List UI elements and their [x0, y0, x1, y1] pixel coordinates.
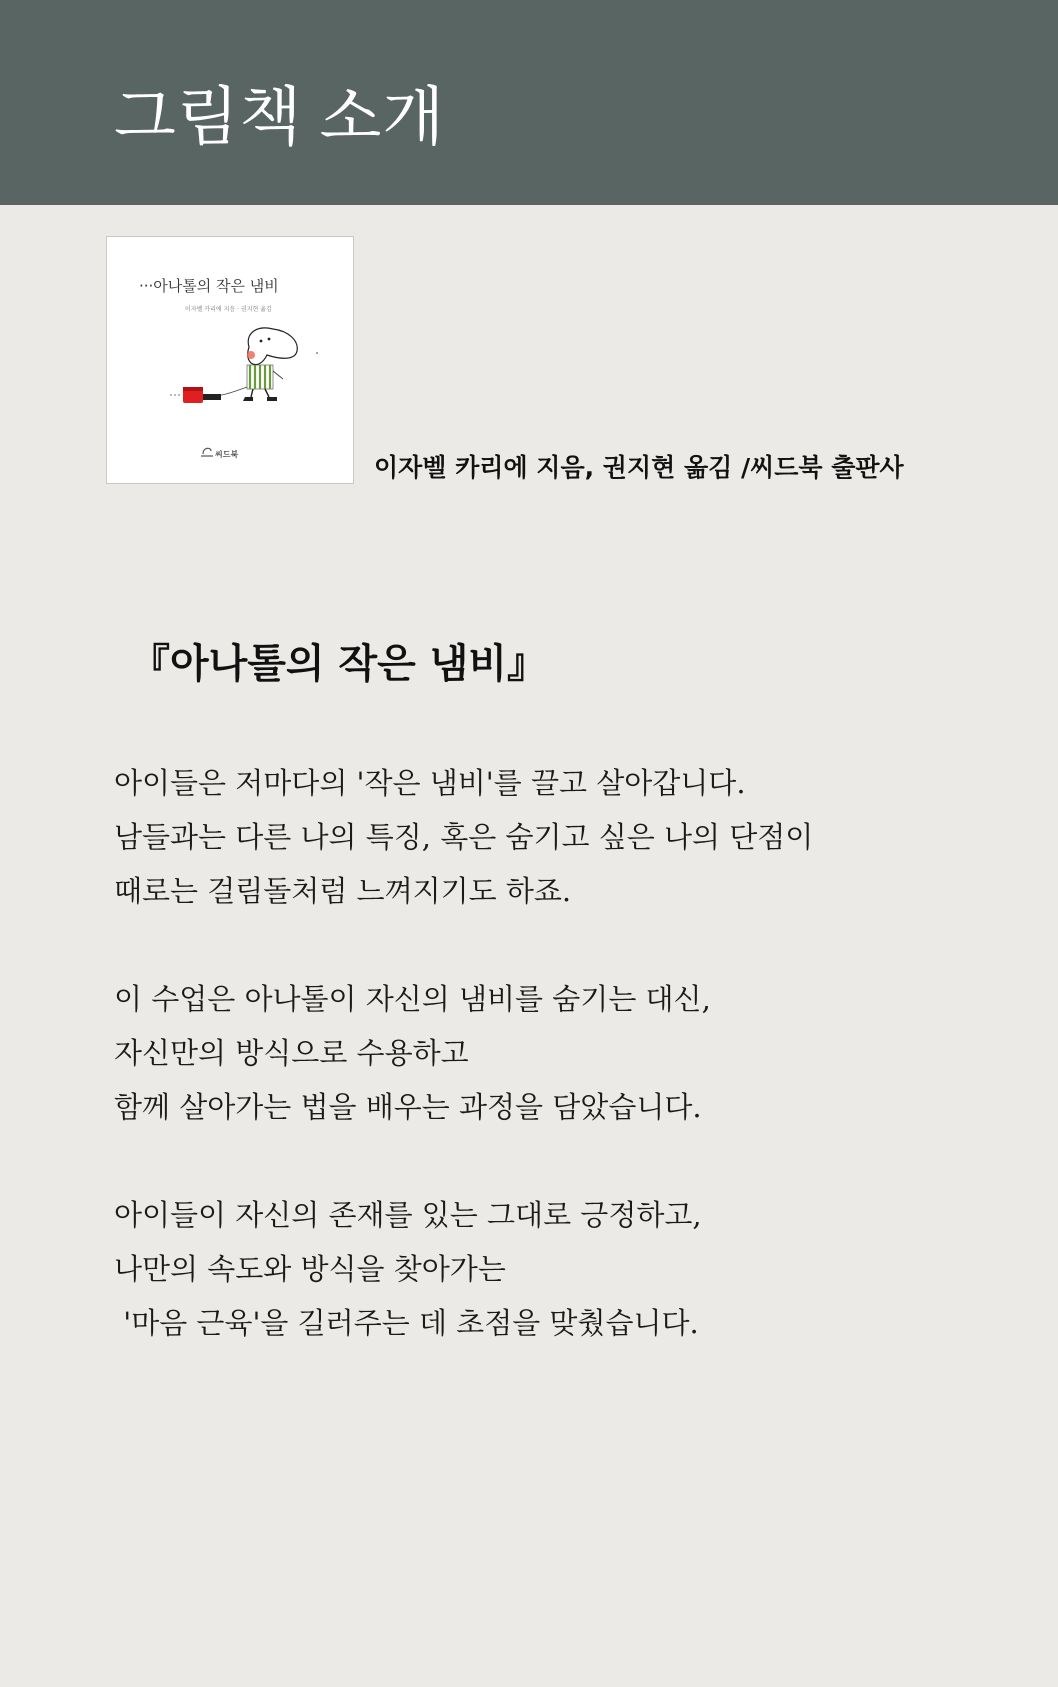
book-title: 『아나톨의 작은 냄비』	[130, 641, 547, 687]
description-paragraph	[114, 972, 1014, 1134]
description-line: 이 수업은 아나톨이 자신의 냄비를 숨기는 대신,	[114, 982, 711, 1016]
description-line: 아이들은 저마다의 '작은 냄비'를 끌고 살아갑니다.	[114, 766, 746, 800]
book-cover-image	[106, 236, 354, 484]
cover-author-line: 이자벨 카리에 지음 · 권지현 옮김	[185, 306, 272, 313]
description-line: 나만의 속도와 방식을 찾아가는	[114, 1252, 506, 1286]
anatole-illustration	[170, 328, 318, 403]
cover-title: ···아나톨의 작은 냄비	[139, 277, 279, 295]
description-line: 때로는 걸림돌처럼 느껴지기도 하죠.	[114, 874, 572, 908]
publisher-mark-text: 씨드북	[215, 450, 239, 459]
description-line: 아이들이 자신의 존재를 있는 그대로 긍정하고,	[114, 1198, 702, 1232]
description-line: 남들과는 다른 나의 특징, 혹은 숨기고 싶은 나의 단점이	[114, 820, 814, 854]
description-paragraph	[114, 756, 1014, 918]
description-line: 함께 살아가는 법을 배우는 과정을 담았습니다.	[114, 1090, 702, 1124]
description-line: '마음 근육'을 길러주는 데 초점을 맞췄습니다.	[114, 1306, 699, 1340]
description-paragraph	[114, 1188, 1014, 1350]
book-credits: 이자벨 카리에 지음, 권지현 옮김 /씨드북 출판사	[374, 453, 904, 482]
page-title: 그림책 소개	[114, 82, 446, 153]
description-line: 자신만의 방식으로 수용하고	[114, 1036, 469, 1070]
book-description	[114, 756, 1014, 1404]
publisher-logo	[201, 448, 238, 459]
header-banner	[0, 0, 1058, 205]
